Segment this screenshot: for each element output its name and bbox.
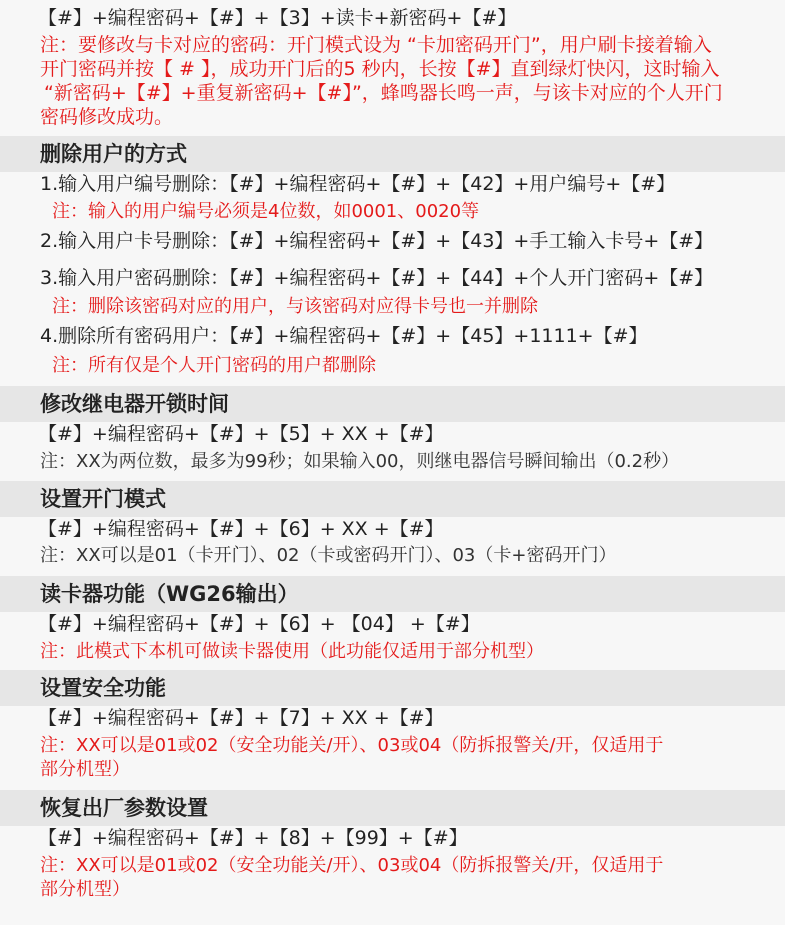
delete-note-1: 注：输入的用户编号必须是4位数，如0001、0020等 <box>52 201 480 222</box>
delete-item-4: 4.删除所有密码用户：【#】+编程密码+【#】+【45】+1111+【#】 <box>40 325 648 347</box>
reader-note: 注：此模式下本机可做读卡器使用（此功能仅适用于部分机型） <box>40 641 544 662</box>
reader-command: 【#】+编程密码+【#】+【6】+ 【04】 +【#】 <box>38 613 480 635</box>
top-note-line-2: 开门密码并按【 # 】，成功开门后的5 秒内，长按【#】直到绿灯快闪，这时输入 <box>40 58 720 80</box>
security-command: 【#】+编程密码+【#】+【7】+ XX +【#】 <box>38 707 444 729</box>
section-title-security: 设置安全功能 <box>40 676 166 700</box>
relay-note: 注：XX为两位数，最多为99秒；如果输入00，则继电器信号瞬间输出（0.2秒） <box>40 451 680 472</box>
top-note-line-3: “新密码+【#】+重复新密码+【#】”，蜂鸣器长鸣一声，与该卡对应的个人开门 <box>44 82 723 104</box>
delete-item-3: 3.输入用户密码删除：【#】+编程密码+【#】+【44】+个人开门密码+【#】 <box>40 267 714 289</box>
door-mode-command: 【#】+编程密码+【#】+【6】+ XX +【#】 <box>38 518 444 540</box>
delete-item-2: 2.输入用户卡号删除：【#】+编程密码+【#】+【43】+手工输入卡号+【#】 <box>40 230 714 252</box>
door-mode-note: 注：XX可以是01（卡开门）、02（卡或密码开门）、03（卡+密码开门） <box>40 545 617 566</box>
top-note-line-4: 密码修改成功。 <box>40 106 174 128</box>
delete-note-4: 注：所有仅是个人开门密码的用户都删除 <box>52 355 376 376</box>
delete-note-3: 注：删除该密码对应的用户，与该密码对应得卡号也一并删除 <box>52 296 538 317</box>
top-command: 【#】+编程密码+【#】+【3】+读卡+新密码+【#】 <box>38 7 517 29</box>
relay-command: 【#】+编程密码+【#】+【5】+ XX +【#】 <box>38 423 444 445</box>
section-title-reader: 读卡器功能（WG26输出） <box>40 582 299 606</box>
top-note-line-1: 注：要修改与卡对应的密码：开门模式设为 “卡加密码开门”，用户刷卡接着输入 <box>40 34 712 56</box>
reset-note-line-1: 注：XX可以是01或02（安全功能关/开）、03或04（防拆报警关/开，仅适用于 <box>40 855 664 876</box>
security-note-line-1: 注：XX可以是01或02（安全功能关/开）、03或04（防拆报警关/开，仅适用于 <box>40 735 664 756</box>
section-title-door-mode: 设置开门模式 <box>40 487 166 511</box>
delete-item-1: 1.输入用户编号删除：【#】+编程密码+【#】+【42】+用户编号+【#】 <box>40 173 676 195</box>
reset-note-line-2: 部分机型） <box>40 879 130 900</box>
section-title-delete: 删除用户的方式 <box>40 142 187 166</box>
security-note-line-2: 部分机型） <box>40 759 130 780</box>
section-title-relay: 修改继电器开锁时间 <box>40 392 229 416</box>
section-title-reset: 恢复出厂参数设置 <box>40 796 208 820</box>
reset-command: 【#】+编程密码+【#】+【8】+【99】+【#】 <box>38 827 468 849</box>
